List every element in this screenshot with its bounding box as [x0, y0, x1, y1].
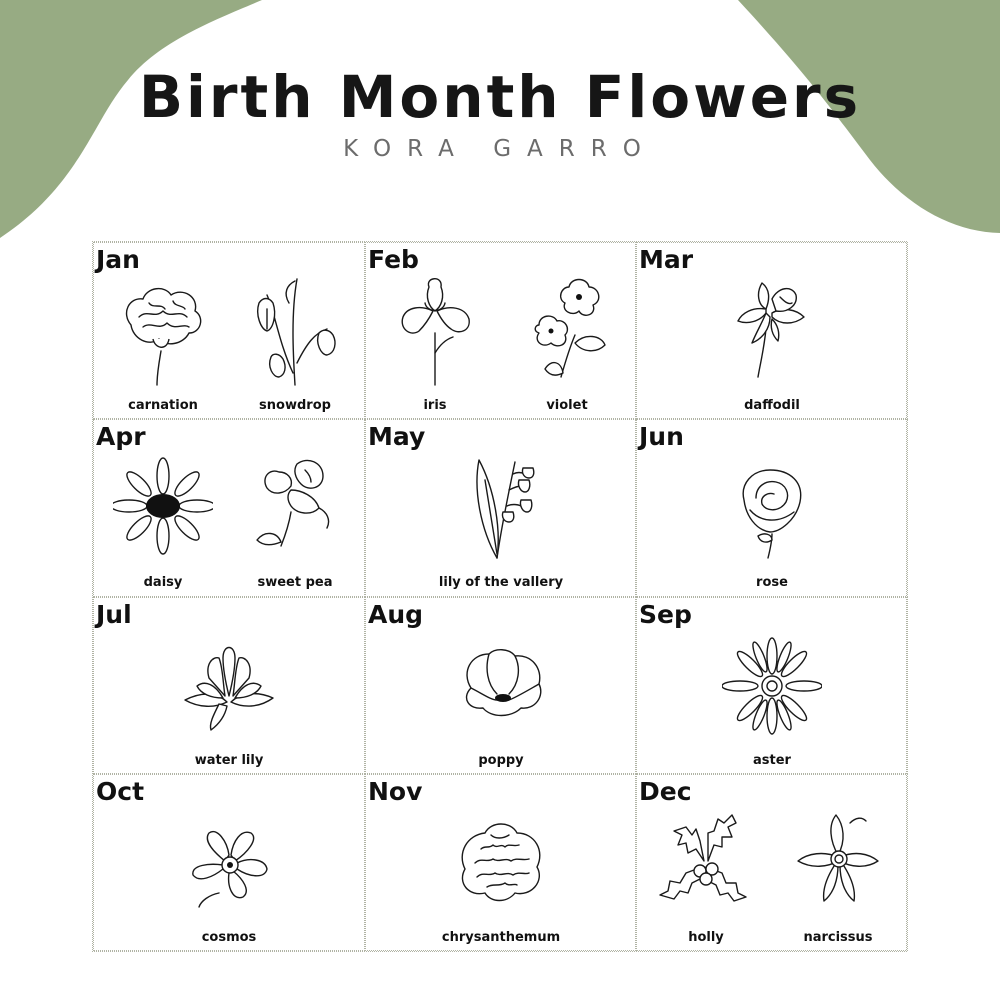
- month-cell-may: [365, 419, 636, 596]
- daffodil-icon: [722, 273, 822, 388]
- flower-name: chrysanthemum: [441, 929, 561, 945]
- month-cell-dec: [636, 774, 908, 951]
- snowdrop-icon: [245, 273, 345, 388]
- month-cell-jan: [93, 242, 365, 419]
- month-cell-apr: [93, 419, 365, 596]
- sweet-pea-icon: [245, 450, 345, 565]
- author-name: KORA GARRO: [343, 136, 657, 162]
- lily-of-the-valley-icon: [451, 450, 551, 565]
- flower-name: carnation: [128, 398, 198, 413]
- month-label: Jan: [96, 245, 140, 274]
- month-cell-mar: [636, 242, 908, 419]
- month-label: Mar: [639, 245, 694, 274]
- month-cell-sep: [636, 597, 908, 774]
- month-label: Jul: [96, 599, 132, 629]
- flower-name: holly: [688, 929, 724, 945]
- month-label: Sep: [639, 599, 692, 629]
- aster-icon: [722, 628, 822, 743]
- flower-name: lily of the vallery: [438, 575, 564, 591]
- flower-name: narcissus: [803, 929, 873, 945]
- flower-item: [436, 801, 566, 951]
- flower-name: iris: [423, 398, 447, 413]
- month-label: Apr: [96, 422, 146, 452]
- carnation-icon: [113, 273, 213, 388]
- flower-item: [707, 624, 837, 774]
- flower-item: [98, 269, 228, 419]
- flower-item: [707, 446, 837, 596]
- narcissus-icon: [788, 805, 888, 920]
- month-cell-aug: [365, 597, 636, 774]
- flower-item: [230, 446, 360, 596]
- flower-item: [436, 624, 566, 774]
- daisy-icon: [113, 450, 213, 565]
- flower-item: [98, 446, 228, 596]
- flower-name: rose: [756, 575, 788, 591]
- flower-item: [436, 446, 566, 596]
- month-cell-feb: [365, 242, 636, 419]
- flower-item: [164, 801, 294, 951]
- month-cell-jul: [93, 597, 365, 774]
- poppy-icon: [451, 628, 551, 743]
- month-label: Oct: [96, 776, 145, 806]
- flower-item: [370, 269, 500, 419]
- flower-item: [230, 269, 360, 419]
- month-cell-oct: [93, 774, 365, 951]
- month-cell-nov: [365, 774, 636, 951]
- flower-name: aster: [753, 752, 791, 768]
- page-title: Birth Month Flowers: [138, 63, 862, 131]
- holly-icon: [656, 805, 756, 920]
- flower-item: [164, 624, 294, 774]
- month-label: Dec: [639, 776, 692, 806]
- flower-item: [641, 801, 771, 951]
- month-label: Aug: [368, 599, 424, 629]
- flower-item: [707, 269, 837, 419]
- month-cell-jun: [636, 419, 908, 596]
- flower-calendar-grid: [92, 241, 907, 952]
- month-label: Feb: [368, 245, 419, 274]
- flower-item: [502, 269, 632, 419]
- iris-icon: [385, 273, 485, 388]
- flower-name: snowdrop: [259, 398, 331, 413]
- flower-name: violet: [546, 398, 588, 413]
- flower-name: water lily: [194, 752, 264, 768]
- rose-icon: [722, 450, 822, 565]
- flower-name: daffodil: [744, 398, 800, 413]
- flower-item: [773, 801, 903, 951]
- flower-name: daisy: [143, 575, 183, 591]
- flower-name: poppy: [478, 752, 524, 768]
- flower-name: sweet pea: [257, 575, 333, 591]
- cosmos-icon: [179, 805, 279, 920]
- month-label: Nov: [368, 776, 423, 806]
- month-label: Jun: [639, 422, 684, 452]
- chrysanthemum-icon: [451, 805, 551, 920]
- flower-name: cosmos: [201, 929, 257, 945]
- water-lily-icon: [179, 628, 279, 743]
- month-label: May: [368, 422, 426, 452]
- violet-icon: [517, 273, 617, 388]
